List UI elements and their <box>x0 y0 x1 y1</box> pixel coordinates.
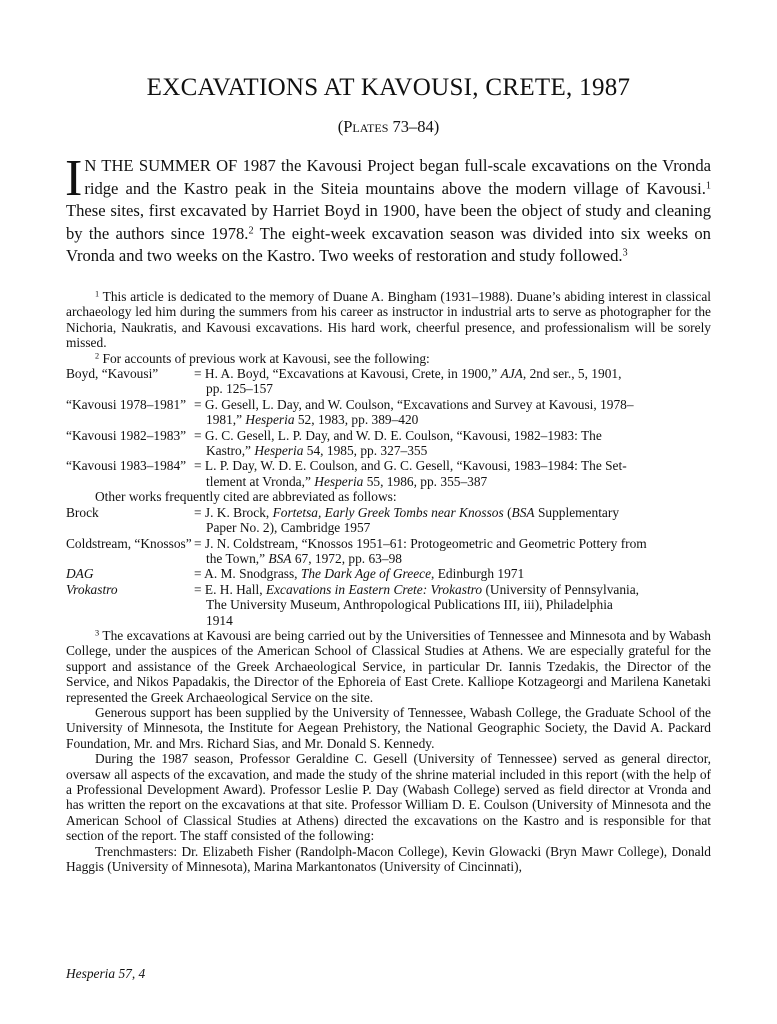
abbreviation-text: Kastro,” <box>206 443 255 459</box>
abbreviation-key: Brock <box>66 504 99 520</box>
abbreviation-continuation <box>194 443 711 458</box>
abbreviation-ital: Hesperia <box>314 473 364 489</box>
abbreviation-text: 54, 1985, pp. 327–355 <box>303 443 428 459</box>
abbreviation-text: = G. Gesell, L. Day, and W. Coulson, “Excavations and Survey at Kavousi, 1978– <box>194 396 634 412</box>
footnote-1-text: This article is dedicated to the memory of Duane A. Bingham (1931–1988). Duane’s abiding interest in classical archaeology led him during the summers from his career as instructor in industrial arts to serve as photographer for the Nichoria, Naukratis, and Kavousi excavations. His hard work, cheerful presence, and professionalism will be sorely missed. <box>66 289 711 351</box>
abbreviation-text: , 2nd ser., 5, 1901, <box>522 366 622 382</box>
abbreviation-value <box>194 458 711 489</box>
abbreviation-row <box>66 366 711 397</box>
footnote-2-intro <box>66 351 711 366</box>
footnote-2-intro-text: For accounts of previous work at Kavousi, see the following: <box>99 350 430 366</box>
abbreviation-text: = J. N. Coldstream, “Knossos 1951–61: Protogeometric and Geometric Pottery from <box>194 535 647 551</box>
abbreviation-continuation: The University Museum, Anthropological Publications III, iii), Philadelphia <box>206 597 613 613</box>
footnote-3-staff: During the 1987 season, Professor Geraldine C. Gesell (University of Tennessee) served as general director, oversaw all aspects of the excavation, and made the study of the shrine material included in this report (with the help of a Professional Development Award). Professor Leslie P. Day (Wabash College) served as field director at Vronda and has written the report on the excavations at that site. Professor William D. E. Coulson (University of Minnesota and the American School of Classical Studies at Athens) directed the excavations on the Kastro and is responsible for that section of the report. The staff consisted of the following: <box>66 751 711 844</box>
abbreviation-value <box>194 366 711 397</box>
abbreviation-text: = J. K. Brock, <box>194 504 273 520</box>
abbreviation-ital: Hesperia <box>254 443 304 459</box>
abbreviation-continuation <box>194 474 711 489</box>
abbreviation-ital: BSA <box>511 504 535 520</box>
abbreviation-text: ( <box>503 504 512 520</box>
abbreviation-ital: Hesperia <box>245 412 295 428</box>
abbreviation-ital: Excavations in Eastern Crete: Vrokastro <box>265 581 483 597</box>
abbreviation-value <box>194 397 711 428</box>
intro-paragraph <box>65 150 711 268</box>
abbreviation-row <box>66 428 711 459</box>
abbreviation-ital: The Dark Age of Greece <box>300 566 432 582</box>
abbreviation-text: = E. H. Hall, <box>194 581 266 597</box>
footnotes <box>66 289 711 874</box>
abbreviation-value <box>194 428 711 459</box>
abbreviation-text: (University of Pennsylvania, <box>482 581 640 597</box>
abbreviation-text: Supplementary <box>534 504 620 520</box>
plates-text: (Plates 73–84) <box>337 117 440 136</box>
footnote-2-number: 2 <box>95 351 100 361</box>
footnote-ref-2[interactable]: 2 <box>248 225 254 237</box>
abbreviation-text: the Town,” <box>206 550 269 566</box>
abbreviation-key: Boyd, “Kavousi” <box>66 366 159 382</box>
abbreviation-row <box>66 397 711 428</box>
drop-cap: I <box>65 150 83 207</box>
abbreviation-text: = H. A. Boyd, “Excavations at Kavousi, Crete, in 1900,” <box>194 366 501 382</box>
abbreviation-key: “Kavousi 1978–1981” <box>66 396 187 412</box>
footnote-ref-1[interactable]: 1 <box>705 179 711 191</box>
abbreviation-key: “Kavousi 1983–1984” <box>66 458 187 474</box>
abbreviation-row <box>66 458 711 489</box>
footnote-ref-3[interactable]: 3 <box>622 247 628 259</box>
footnote-3-number: 3 <box>95 628 100 638</box>
article-title: EXCAVATIONS AT KAVOUSI, CRETE, 1987 <box>146 74 631 101</box>
abbreviation-row <box>66 505 711 536</box>
abbreviation-ital: BSA <box>268 550 292 566</box>
abbreviation-continuation: Paper No. 2), Cambridge 1957 <box>206 520 371 536</box>
abbreviation-value <box>194 536 711 567</box>
footnote-1-number: 1 <box>95 289 100 299</box>
abbreviation-text: tlement at Vronda,” <box>206 473 315 489</box>
abbreviation-text: = L. P. Day, W. D. E. Coulson, and G. C. Gesell, “Kavousi, 1983–1984: The Set- <box>194 458 627 474</box>
abbreviation-text: 52, 1983, pp. 389–420 <box>294 412 419 428</box>
journal-issue-footer: Hesperia 57, 4 <box>66 966 146 981</box>
abbreviation-value <box>194 505 711 536</box>
abbreviation-ital: AJA <box>500 366 523 382</box>
intro-text-b: These sites, first excavated by Harriet Boyd in 1900, have been the object of study and cleaning by the authors since 1978. <box>66 201 711 243</box>
footnote-3-support: Generous support has been supplied by the University of Tennessee, Wabash College, the Graduate School of the University of Minnesota, the Institute for Aegean Prehistory, the National Geographic Society, the David A. Packard Foundation, Mr. and Mrs. Richard Sias, and Mr. Donald S. Kennedy. <box>66 704 711 751</box>
abbreviation-text: = A. M. Snodgrass, <box>194 566 301 582</box>
abbreviation-key: Coldstream, “Knossos” <box>66 535 192 551</box>
intro-first-words: N THE SUMMER OF 1987 <box>84 156 276 175</box>
abbreviation-row <box>66 536 711 567</box>
footnote-1 <box>66 289 711 351</box>
other-works-intro: Other works frequently cited are abbreviated as follows: <box>95 489 397 505</box>
intro-text-c: The eight-week excavation season was divided into six weeks on Vronda and two weeks on the Kastro. Two weeks of restoration and study followed. <box>66 223 711 266</box>
abbreviation-text: 55, 1986, pp. 355–387 <box>363 473 488 489</box>
abbreviation-continuation: 1914 <box>206 612 233 628</box>
abbreviation-text: = G. C. Gesell, L. P. Day, and W. D. E. Coulson, “Kavousi, 1982–1983: The <box>194 427 602 443</box>
abbreviation-key: Vrokastro <box>66 581 118 597</box>
abbreviation-row <box>66 582 711 628</box>
footnote-3-trenchmasters: Trenchmasters: Dr. Elizabeth Fisher (Randolph-Macon College), Kevin Glowacki (Bryn Mawr College), Donald Haggis (University of Minnesota), Marina Markantonatos (University of Cincinnati), <box>66 843 711 875</box>
abbreviation-value <box>194 582 711 628</box>
abbreviation-text: 67, 1972, pp. 63–98 <box>291 550 402 566</box>
abbreviation-key: “Kavousi 1982–1983” <box>66 427 187 443</box>
abbreviation-continuation <box>194 412 711 427</box>
plates-reference <box>60 117 717 137</box>
abbreviation-continuation: pp. 125–157 <box>206 381 273 397</box>
abbreviation-text: 1981,” <box>206 412 246 428</box>
abbreviation-text: , Edinburgh 1971 <box>431 566 525 582</box>
abbreviation-continuation <box>194 551 711 566</box>
footnote-3-text: The excavations at Kavousi are being carried out by the Universities of Tennessee and Minnesota and by Wabash College, under the auspices of the American School of Classical Studies at Athens. We are especially grateful for the support and assistance of the Greek Archaeological Service, in particular Dr. Iannis Tzedakis, the Director of the Service, and Nikos Papadakis, the Director of the Ephoreia of East Crete. Kalliope Kotzageorgi and Marilena Kanetaki represented the Greek Archaeological Service on the site. <box>66 627 711 705</box>
abbreviation-value <box>194 566 711 581</box>
abbreviation-key: DAG <box>66 566 94 582</box>
abbreviation-row <box>66 566 711 581</box>
footnote-3 <box>66 628 711 705</box>
intro-text-a: the Kavousi Project began full-scale excavations on the Vronda ridge and the Kastro peak in the Siteia mountains above the modern village of Kavousi. <box>84 156 711 198</box>
abbreviation-ital: Fortetsa, Early Greek Tombs near Knossos <box>272 504 504 520</box>
